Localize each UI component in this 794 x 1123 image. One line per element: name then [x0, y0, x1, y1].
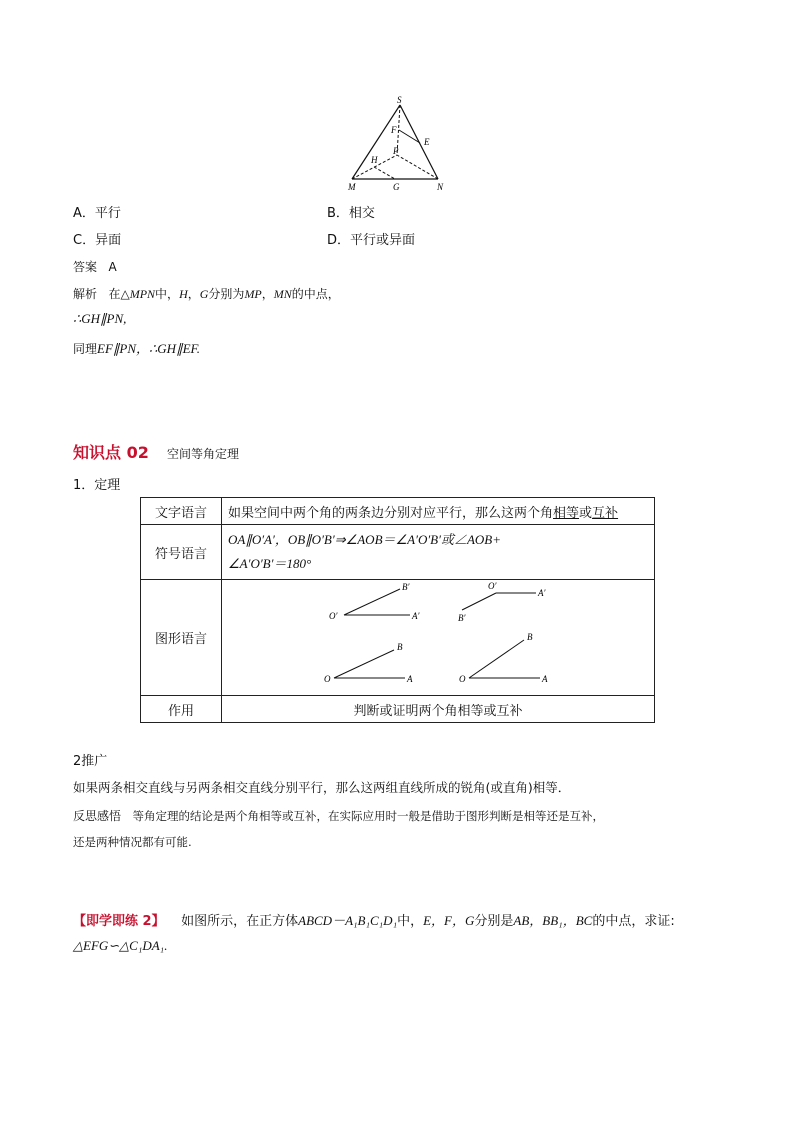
row-label: 图形语言 — [141, 580, 222, 696]
ray-OprimeBprime-2 — [462, 593, 496, 610]
seg-MP: MP — [244, 287, 262, 301]
label-O-2: O — [459, 674, 466, 684]
practice-text: 的中点，求证: — [592, 914, 675, 929]
label-P: P — [393, 146, 399, 156]
text-or: 或 — [579, 505, 593, 521]
label-B-2: B — [527, 632, 533, 642]
label-A-1: A — [407, 674, 413, 684]
row-content: 判断或证明两个角相等或互补 — [222, 696, 655, 723]
label-Aprime-2: A′ — [538, 588, 546, 598]
label-S: S — [397, 95, 402, 105]
analysis-text: 分别为 — [208, 287, 245, 301]
theorem-heading: 1．定理 — [73, 478, 121, 493]
answer-line — [73, 258, 117, 275]
row-content — [222, 525, 655, 580]
table-row — [141, 498, 655, 525]
label-G: G — [393, 182, 400, 192]
symbol-line1: OA∥O′A′，OB∥O′B′⇒∠AOB＝∠A′O′B′或∠AOB+ — [228, 532, 502, 547]
label-B-1: B — [397, 642, 403, 652]
label-A-2: A — [542, 674, 548, 684]
analysis-formula: EF∥PN — [97, 341, 137, 356]
label-Aprime-1: A′ — [412, 611, 420, 621]
point-H: H — [179, 287, 188, 301]
option-d: D．平行或异面 — [327, 233, 416, 248]
generalize-text: 如果两条相交直线与另两条相交直线分别平行，那么这两组直线所成的锐角(或直角)相等． — [73, 780, 571, 795]
label-F: F — [391, 125, 397, 135]
tetrahedron-figure — [340, 95, 455, 195]
seg-MN: MN — [273, 287, 292, 301]
analysis-text: 在△ — [108, 287, 130, 301]
analysis-formula: ，∴GH∥EF. — [136, 341, 201, 356]
label-Bprime-1: B′ — [402, 582, 410, 592]
label-E: E — [424, 137, 430, 147]
practice-text: 分别是 — [474, 914, 514, 929]
row-content — [222, 498, 655, 525]
underlined-equal: 相等 — [553, 505, 580, 521]
reflection-line2: 还是两种情况都有可能. — [73, 835, 192, 849]
reflection-label: 反思感悟 — [73, 809, 122, 823]
analysis-line1 — [73, 285, 340, 302]
analysis-text: ， — [261, 287, 274, 301]
row-label: 文字语言 — [141, 498, 222, 525]
label-O-1: O — [324, 674, 331, 684]
analysis-text: ， — [187, 287, 200, 301]
analysis-line3 — [73, 338, 200, 357]
table-row — [141, 525, 655, 580]
analysis-text: 中， — [155, 287, 180, 301]
reflection-line1 — [73, 807, 604, 824]
point-G: G — [199, 287, 209, 301]
table-row — [141, 580, 655, 696]
practice-edges: AB，BB₁，BC — [513, 913, 593, 928]
practice-cube: ABCD－A₁B₁C₁D₁ — [298, 913, 398, 928]
generalize-heading: 2推广 — [73, 754, 108, 769]
tri-MPN: MPN — [129, 287, 156, 301]
section-heading — [73, 440, 239, 463]
row-content — [222, 580, 655, 696]
option-a: A．平行 — [73, 206, 121, 221]
ray-OB-1 — [334, 650, 394, 678]
row-label: 作用 — [141, 696, 222, 723]
answer-label: 答案 — [73, 260, 98, 274]
practice-line1 — [73, 910, 675, 929]
ray-OB-2 — [469, 640, 524, 678]
label-N: N — [437, 182, 444, 192]
reflection-text: 等角定理的结论是两个角相等或互补，在实际应用时一般是借助于图形判断是相等还是互补， — [132, 809, 604, 823]
label-H: H — [371, 155, 378, 165]
analysis-text: 同理 — [73, 342, 98, 356]
theorem-table — [140, 497, 655, 723]
label-Oprime-1: O′ — [329, 611, 338, 621]
practice-text: 如图所示，在正方体 — [181, 914, 299, 929]
symbol-line2: ∠A′O′B′＝180° — [228, 556, 312, 571]
practice-points: E，F，G — [423, 913, 475, 928]
row-label: 符号语言 — [141, 525, 222, 580]
practice-tag: 【即学即练 2】 — [73, 914, 165, 929]
analysis-text: 的中点， — [291, 287, 340, 301]
analysis-line2: ∴GH∥PN, — [73, 311, 127, 326]
section-title: 知识点 02 — [73, 443, 149, 462]
segment-HG — [374, 167, 395, 179]
answer-value: A — [108, 260, 117, 274]
underlined-supplement: 互补 — [592, 505, 619, 521]
option-b: B．相交 — [327, 206, 375, 221]
practice-line2: △EFG∽△C₁DA₁. — [73, 938, 168, 953]
practice-text: 中， — [397, 914, 424, 929]
analysis-label: 解析 — [73, 287, 98, 301]
angle-figures — [222, 580, 654, 695]
ray-OprimeBprime-1 — [344, 589, 400, 615]
label-M: M — [348, 182, 356, 192]
label-Oprime-2: O′ — [488, 581, 497, 591]
table-row — [141, 696, 655, 723]
label-Bprime-2: B′ — [458, 613, 466, 623]
text-language: 如果空间中两个角的两条边分别对应平行，那么这两个角 — [228, 505, 554, 521]
section-subtitle: 空间等角定理 — [166, 447, 239, 461]
option-c: C．异面 — [73, 233, 122, 248]
